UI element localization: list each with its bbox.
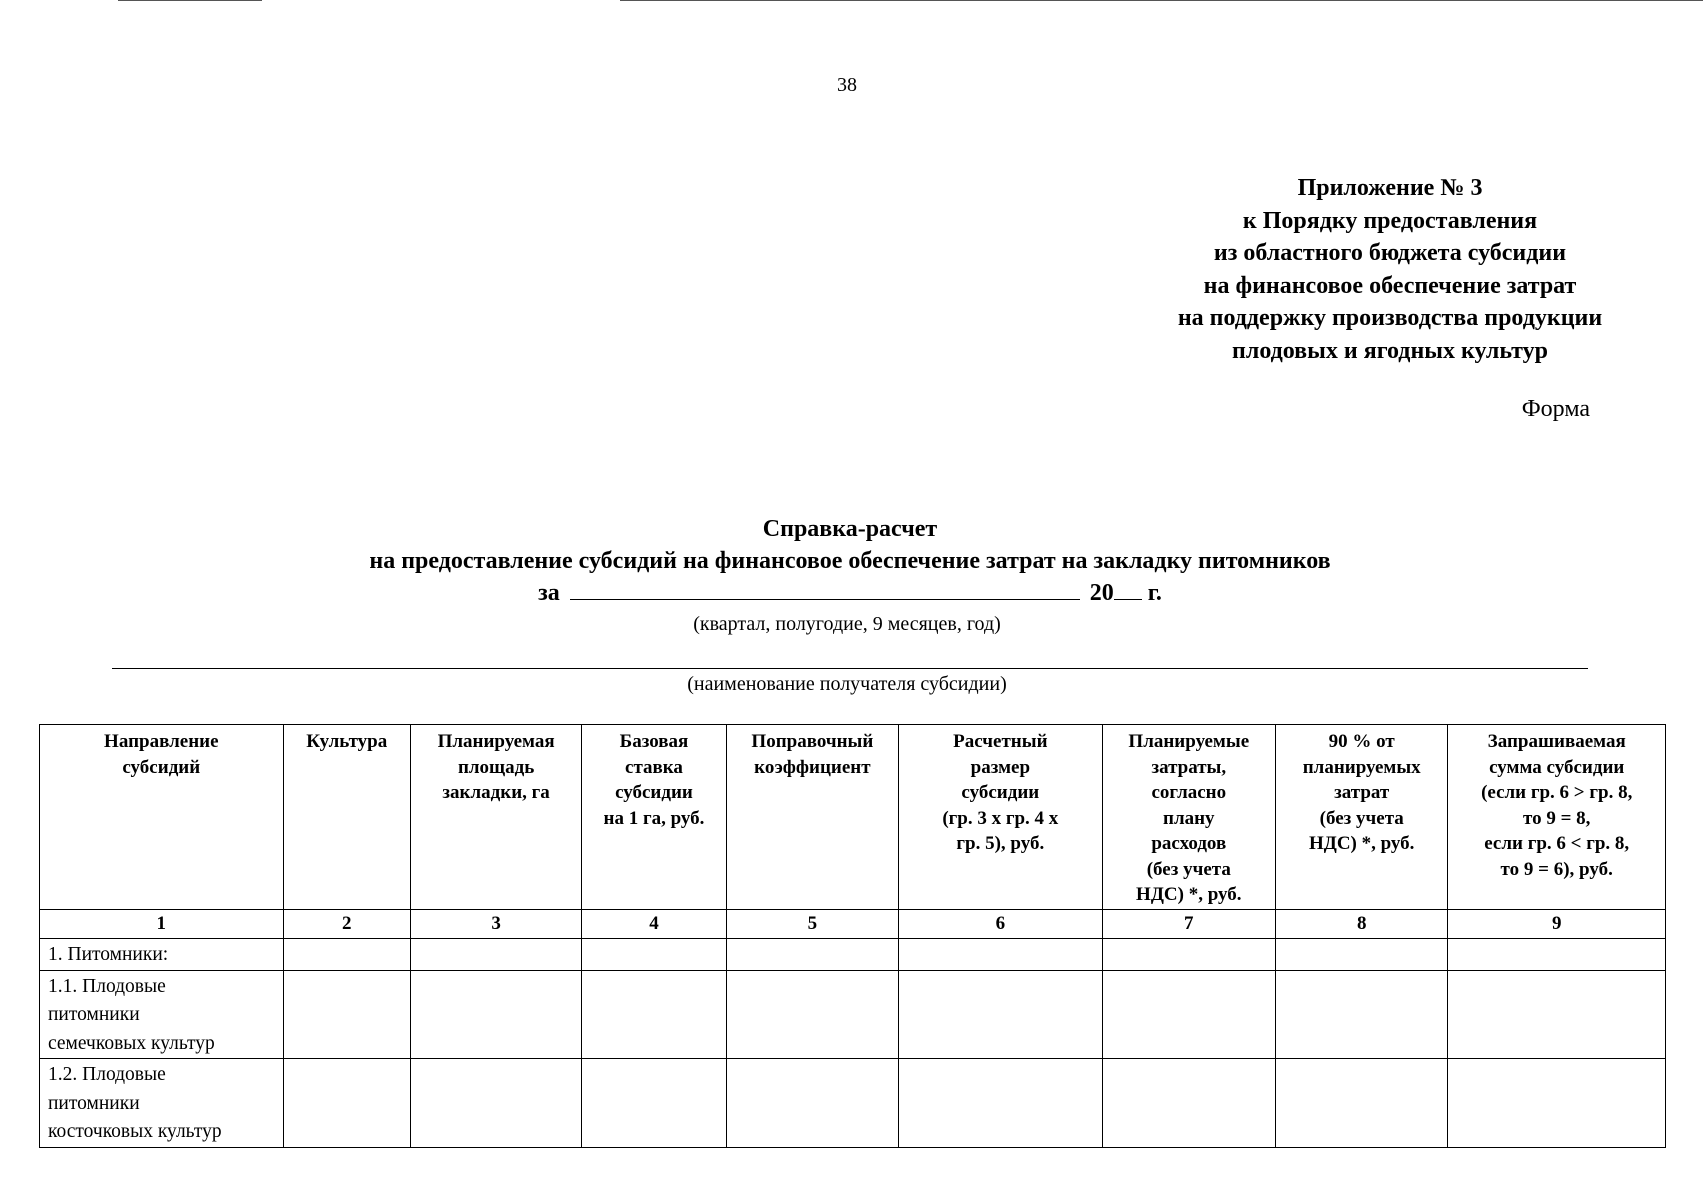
column-number: 2 (283, 910, 410, 939)
column-number: 7 (1102, 910, 1275, 939)
table-cell (410, 970, 581, 1059)
table-cell (726, 1059, 898, 1148)
period-hint: (квартал, полугодие, 9 месяцев, год) (693, 613, 1001, 635)
annex-line: плодовых и ягодных культур (1232, 337, 1548, 364)
column-number: 5 (726, 910, 898, 939)
table-cell (1448, 939, 1666, 971)
table-cell (1102, 939, 1275, 971)
column-number: 3 (410, 910, 581, 939)
document-title-block (100, 513, 1600, 609)
table-cell (582, 939, 726, 971)
table-cell (899, 939, 1103, 971)
table-cell (1448, 1059, 1666, 1148)
table-cell (899, 1059, 1103, 1148)
annex-line: Приложение № 3 (1297, 175, 1483, 201)
column-number: 6 (899, 910, 1103, 939)
annex-line: к Порядку предоставления (1242, 207, 1538, 234)
header-cell: Поправочный коэффициент (726, 725, 898, 910)
header-cell: Планируемая площадь закладки, га (410, 725, 581, 910)
header-cell: Расчетный размер субсидии (гр. 3 х гр. 4 х гр. 5), руб. (899, 725, 1103, 910)
table-cell (1102, 1059, 1275, 1148)
row-label: 1.2. Плодовые питомники косточковых культур (40, 1059, 284, 1148)
page-number: 38 (837, 74, 857, 96)
header-cell: Культура (283, 725, 410, 910)
column-number: 9 (1448, 910, 1666, 939)
table-cell (899, 970, 1103, 1059)
table-cell (283, 1059, 410, 1148)
document-subtitle: на предоставление субсидий на финансовое обеспечение затрат на закладку питомников (369, 548, 1331, 574)
scan-edge-left (118, 0, 262, 1)
header-cell: 90 % от планируемых затрат (без учета НДС) *, руб. (1276, 725, 1448, 910)
table-row (40, 1059, 1666, 1148)
table-cell (1276, 970, 1448, 1059)
table-cell (410, 1059, 581, 1148)
table-cell (1102, 970, 1275, 1059)
table-row (40, 970, 1666, 1059)
period-prefix: за (538, 580, 560, 606)
table-cell (1276, 939, 1448, 971)
table-cell (726, 939, 898, 971)
document-title: Справка-расчет (762, 516, 938, 542)
annex-block (1100, 172, 1680, 367)
header-cell: Планируемые затраты, согласно плану расходов (без учета НДС) *, руб. (1102, 725, 1275, 910)
table-cell (1448, 970, 1666, 1059)
annex-line: из областного бюджета субсидии (1213, 240, 1567, 266)
table-cell (726, 970, 898, 1059)
header-row (40, 725, 1666, 910)
annex-line: на финансовое обеспечение затрат (1203, 272, 1577, 299)
header-cell: Базовая ставка субсидии на 1 га, руб. (582, 725, 726, 910)
calculation-table (39, 724, 1666, 1148)
annex-line: на поддержку производства продукции (1177, 305, 1603, 331)
header-cell: Направление субсидий (40, 725, 284, 910)
row-label: 1.1. Плодовые питомники семечковых культур (40, 970, 284, 1059)
table-cell (582, 1059, 726, 1148)
year-blank (1114, 577, 1142, 600)
form-label: Форма (1521, 396, 1590, 422)
period-blank (570, 577, 1080, 600)
table-row (40, 939, 1666, 971)
recipient-name-line (112, 668, 1588, 669)
table-cell (283, 939, 410, 971)
header-cell: Запрашиваемая сумма субсидии (если гр. 6 > гр. 8, то 9 = 8, если гр. 6 < гр. 8, то 9 = 6), руб. (1448, 725, 1666, 910)
column-number: 1 (40, 910, 284, 939)
year-suffix: г. (1147, 580, 1162, 606)
table-cell (410, 939, 581, 971)
column-number: 4 (582, 910, 726, 939)
row-label: 1. Питомники: (40, 939, 284, 971)
year-prefix: 20 (1089, 580, 1114, 606)
column-number: 8 (1276, 910, 1448, 939)
period-line (100, 577, 1600, 609)
scan-edge-right (620, 0, 1703, 1)
recipient-hint: (наименование получателя субсидии) (687, 673, 1007, 695)
table-cell (582, 970, 726, 1059)
table-cell (283, 970, 410, 1059)
column-number-row (40, 910, 1666, 939)
table-cell (1276, 1059, 1448, 1148)
